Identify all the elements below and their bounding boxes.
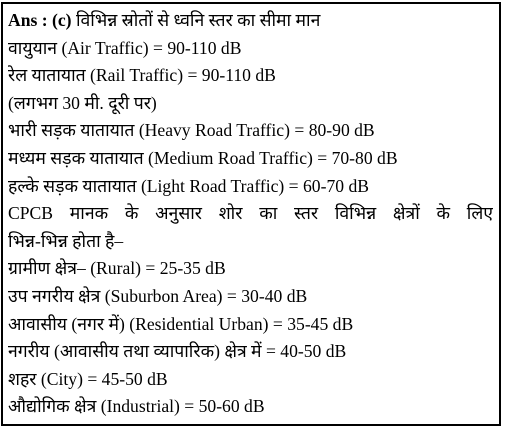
- answer-heading: [8, 7, 493, 35]
- zone-industrial: औद्योगिक क्षेत्र (Industrial) = 50-60 dB: [8, 396, 265, 417]
- answer-label: Ans : (c): [8, 10, 72, 30]
- noise-source-light-road: हल्के सड़क यातायात (Light Road Traffic) = 60-70 dB: [8, 175, 369, 196]
- zone-suburban: उप नगरीय क्षेत्र (Suburbon Area) = 30-40 dB: [8, 285, 308, 306]
- noise-source-air: वायुयान (Air Traffic) = 90-110 dB: [8, 37, 242, 58]
- noise-source-heavy-road: भारी सड़क यातायात (Heavy Road Traffic) = 80-90 dB: [8, 120, 375, 141]
- zone-residential-urban: आवासीय (नगर में) (Residential Urban) = 35-45 dB: [8, 313, 354, 334]
- zone-urban-commercial: नगरीय (आवासीय तथा व्यापारिक) क्षेत्र में = 40-50 dB: [8, 341, 347, 362]
- noise-source-rail: रेल यातायात (Rail Traffic) = 90-110 dB: [8, 65, 276, 86]
- answer-title: विभिन्न स्रोतों से ध्वनि स्तर का सीमा मान: [75, 10, 321, 30]
- noise-source-medium-road: मध्यम सड़क यातायात (Medium Road Traffic) = 70-80 dB: [8, 147, 398, 168]
- zone-city: शहर (City) = 45-50 dB: [8, 368, 168, 389]
- cpcb-statement-line-1: CPCB मानक के अनुसार शोर का स्तर विभिन्न क्षेत्रों के लिए: [8, 203, 493, 224]
- zone-rural: ग्रामीण क्षेत्र– (Rural) = 25-35 dB: [8, 258, 226, 279]
- distance-note: (लगभग 30 मी. दूरी पर): [8, 92, 157, 113]
- answer-box: [1, 2, 501, 426]
- cpcb-statement-line-2: भिन्न-भिन्न होता है–: [8, 230, 124, 251]
